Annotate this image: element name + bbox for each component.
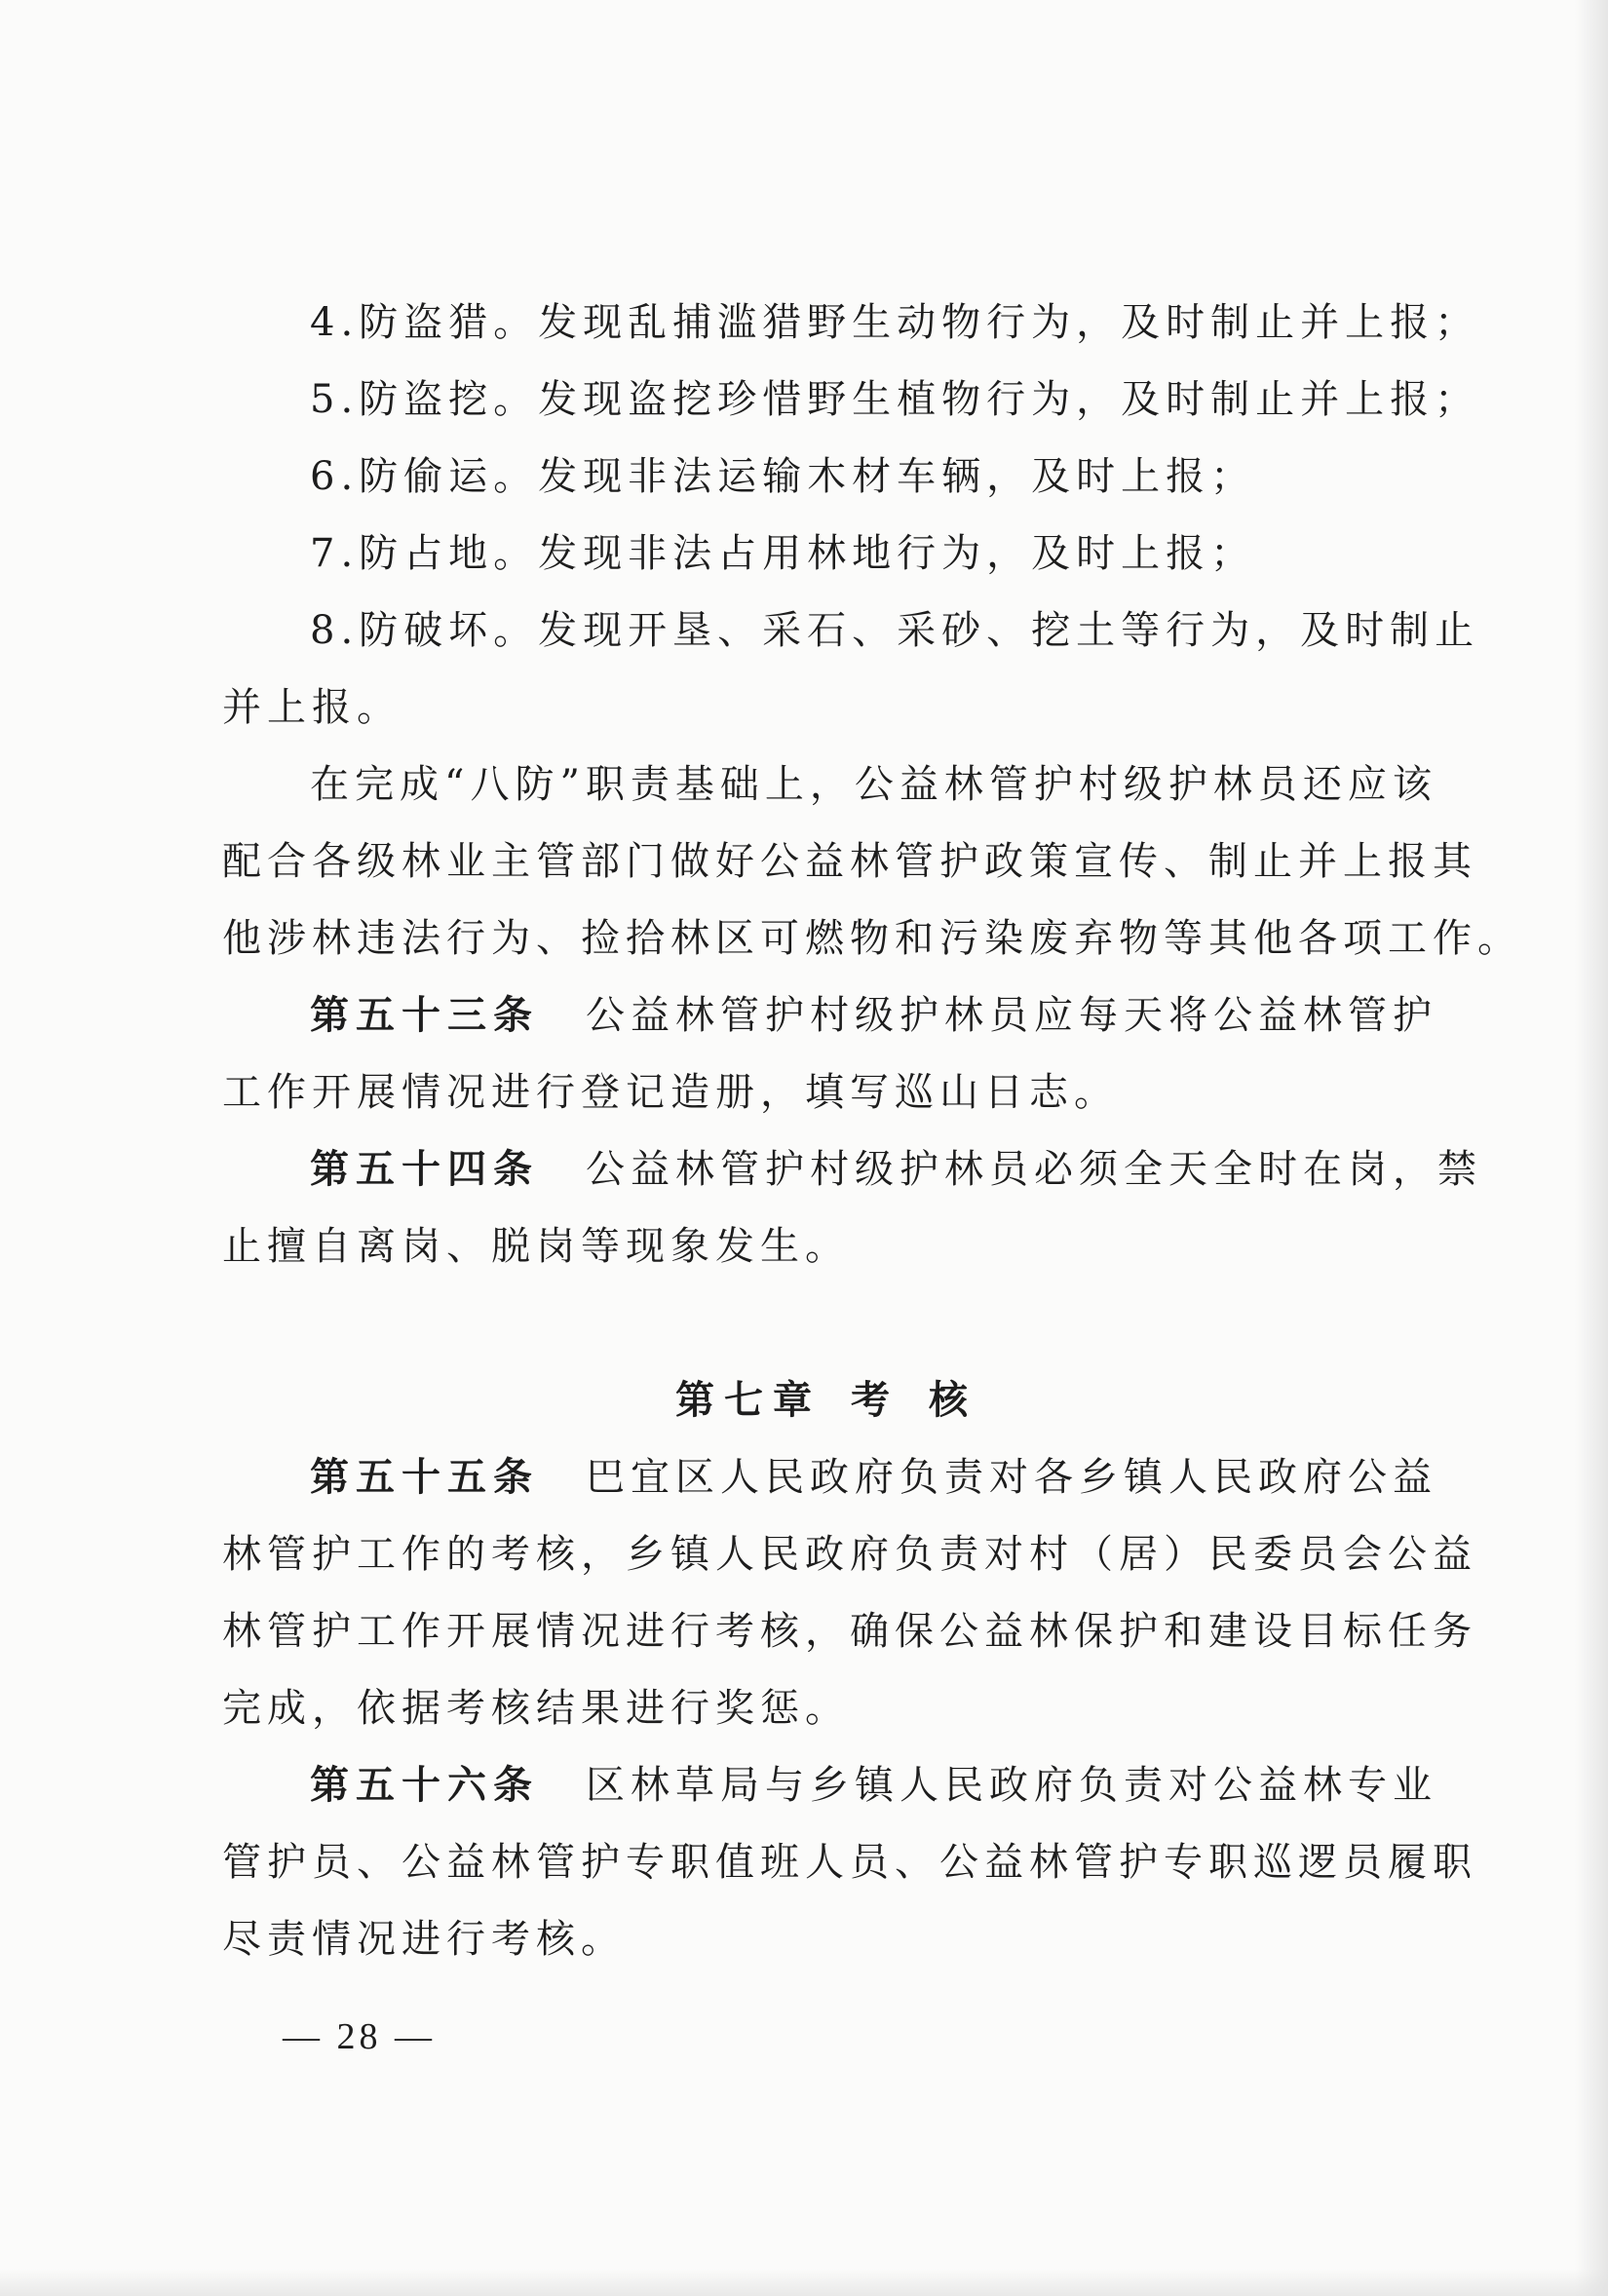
- article-56-line-2: 管护员、公益林管护专职值班人员、公益林管护专职巡逻员履职: [222, 1840, 1477, 1885]
- duty-item-8-line-2: 并上报。: [222, 685, 402, 730]
- article-55-line-3: 林管护工作开展情况进行考核，确保公益林保护和建设目标任务: [222, 1609, 1477, 1654]
- chapter-heading: [222, 1362, 1431, 1439]
- article-54-label: 第五十四条: [310, 1147, 539, 1192]
- article-55-label: 第五十五条: [310, 1455, 539, 1500]
- article-56-text: 区林草局与乡镇人民政府负责对公益林专业: [586, 1763, 1437, 1808]
- article-54-text: 公益林管护村级护林员必须全天全时在岗，禁: [586, 1147, 1482, 1192]
- duty-item-7: 7.防占地。发现非法占用林地行为，及时上报；: [310, 531, 1256, 576]
- page-number: — 28 —: [283, 2016, 436, 2057]
- article-55-line-4: 完成，依据考核结果进行奖惩。: [222, 1686, 850, 1731]
- article-55-text: 巴宜区人民政府负责对各乡镇人民政府公益: [586, 1455, 1437, 1500]
- chapter-title-char-1: 考: [851, 1378, 900, 1423]
- duty-item-8-line-1: 8.防破坏。发现开垦、采石、采砂、挖土等行为，及时制止: [310, 608, 1480, 653]
- duty-item-5: 5.防盗挖。发现盗挖珍惜野生植物行为，及时制止并上报；: [310, 377, 1480, 422]
- article-54-line-1: [222, 1131, 1482, 1208]
- duty-item-6: 6.防偷运。发现非法运输木材车辆，及时上报；: [310, 454, 1256, 499]
- extra-duties-line-1: 在完成“八防”职责基础上，公益林管护村级护林员还应该: [310, 762, 1437, 807]
- article-53-line-1: [222, 977, 1437, 1054]
- article-53-text: 公益林管护村级护林员应每天将公益林管护: [586, 993, 1437, 1038]
- article-55-line-1: [222, 1439, 1437, 1516]
- document-body: [222, 285, 1522, 1978]
- scan-edge-right: [1575, 0, 1608, 2296]
- extra-duties-line-3: 他涉林违法行为、捡拾林区可燃物和污染废弃物等其他各项工作。: [222, 916, 1522, 961]
- scan-edge-bottom: [0, 2269, 1608, 2296]
- extra-duties-line-2: 配合各级林业主管部门做好公益林管护政策宣传、制止并上报其: [222, 839, 1477, 884]
- duty-item-4: 4.防盗猎。发现乱捕滥猎野生动物行为，及时制止并上报；: [310, 300, 1480, 345]
- article-56-line-1: [222, 1747, 1437, 1824]
- article-54-line-2: 止擅自离岗、脱岗等现象发生。: [222, 1224, 850, 1269]
- chapter-number: 第七章: [675, 1378, 822, 1423]
- article-56-line-3: 尽责情况进行考核。: [222, 1917, 626, 1962]
- article-56-label: 第五十六条: [310, 1763, 539, 1808]
- article-55-line-2: 林管护工作的考核，乡镇人民政府负责对村（居）民委员会公益: [222, 1532, 1477, 1577]
- chapter-title-char-2: 核: [929, 1378, 977, 1423]
- article-53-label: 第五十三条: [310, 993, 539, 1038]
- article-53-line-2: 工作开展情况进行登记造册，填写巡山日志。: [222, 1070, 1119, 1115]
